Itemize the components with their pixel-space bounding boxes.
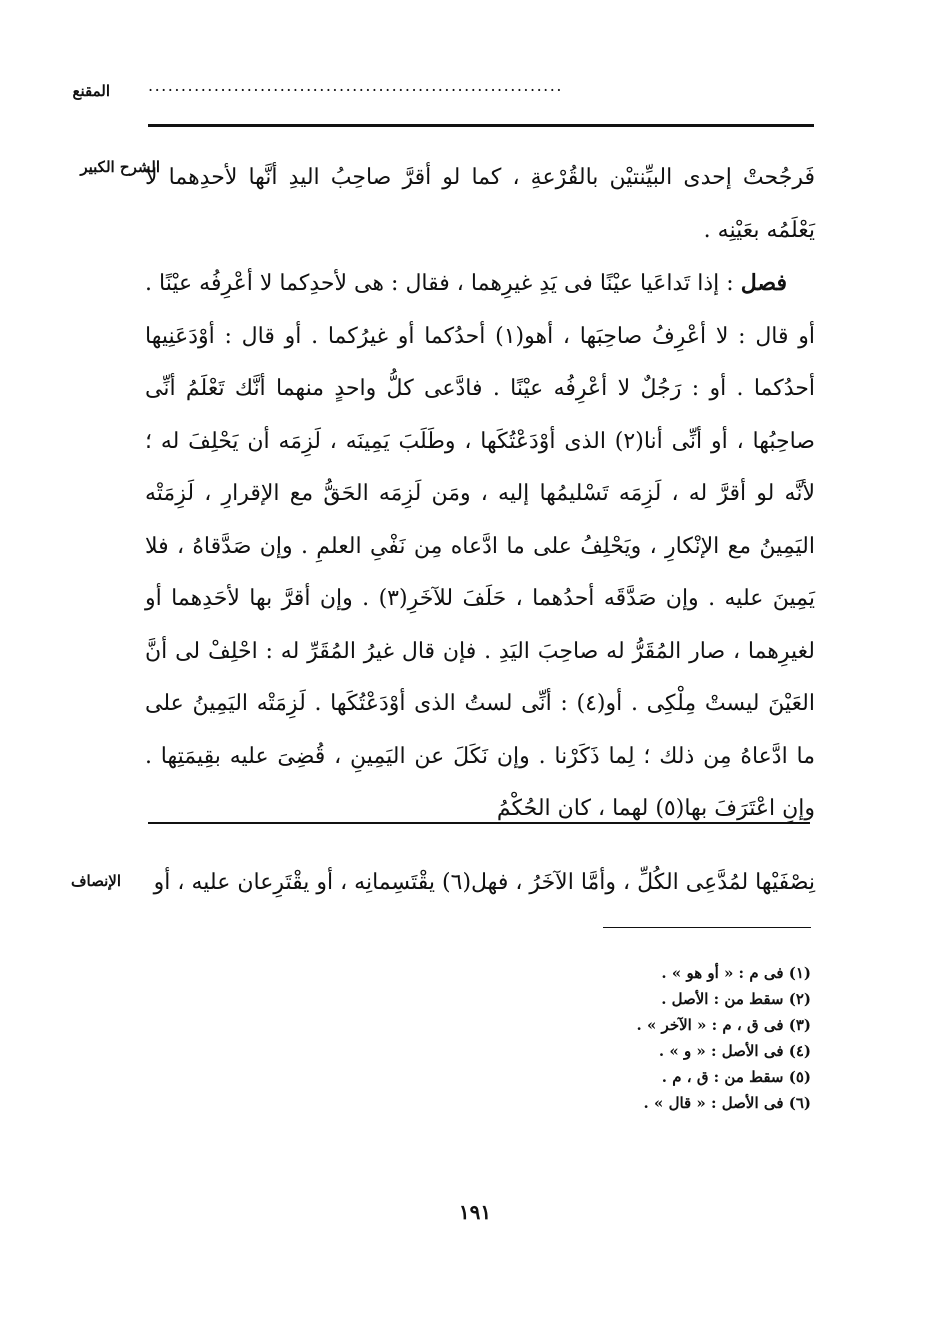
margin-label-sharh: الشرح الكبير [80, 158, 160, 176]
footnote: (٤) فى الأصل : « و » . [658, 1042, 811, 1060]
footnote: (٣) فى ق ، م : « الآخر » . [636, 1016, 811, 1034]
footnote: (٦) فى الأصل : « قال » . [643, 1094, 811, 1112]
section-divider [148, 822, 810, 824]
footnote: (١) فى م : « أو هو » . [661, 964, 811, 982]
page-number: ١٩١ [458, 1200, 492, 1224]
footnote: (٢) سقط من : الأصل . [661, 990, 811, 1008]
insaf-text: نِصْفَيْها لمُدَّعِى الكُلِّ ، وأمَّا الآخَرُ ، فهل(٦) يقْتَسِمانِه ، أو يقْتَرِعان عليه ، أو [153, 870, 815, 895]
paragraph-1: فَرجُحتْ إحدى البيِّنتيْن بالقُرْعةِ ، كما لو أقرَّ صاحِبُ اليدِ أنَّها لأحدِهما لا يَعْلَمُه بعَيْنِه . [145, 165, 815, 243]
section-heading: فصل [740, 270, 787, 296]
header-dotted-leader: ............................................................... [148, 76, 563, 95]
running-header-title: المقنع [72, 82, 110, 100]
footnote: (٥) سقط من : ق ، م . [661, 1068, 811, 1086]
paragraph-2-text: : إذا تَداعَيا عيْنًا فى يَدِ غيرِهما ، فقال : هى لأحدِكما لا أعْرِفُه عيْنًا . أو قال : لا أعْرِفُ صاحِبَها ، أهو(١) أحدُكما أو غيرُكما . أو قال : أوْدَعَنِيها أحدُكما . أو : رَجُلٌ لا أعْرِفُه عيْنًا . فادَّعى كلُّ واحدٍ منهما أنَّك تَعْلَمُ أنِّى صاحِبُها ، أو أنِّى أنا(٢) الذى أوْدَعْتُكَها ، وطَلَبَ يَمِينَه ، لَزِمَه أن يَحْلِفَ له ؛ لأنَّه لو أقرَّ له ، لَزِمَه تَسْليمُها إليه ، ومَن لَزِمَه الحَقُّ مع الإقرارِ ، لَزِمَتْه اليَمِينُ مع الإنْكارِ ، ويَحْلِفُ على ما ادَّعاه مِن نَفْىِ العلمِ . وإن صَدَّقاهُ ، فلا يَمِينَ عليه . وإن صَدَّقَه أحدُهما ، حَلَفَ للآخَرِ(٣) . وإن أقرَّ بها لأحَدِهما أو لغيرِهما ، صار المُقَرُّ له صاحِبَ اليَدِ . فإن قال غيرُ المُقَرِّ له : احْلِفْ لى أنَّ العَيْنَ ليستْ مِلْكِى . أو(٤) : أنِّى لستُ الذى أوْدَعْتُكَها . لَزِمَتْه اليَمِينُ على ما ادَّعاهُ مِن ذلك ؛ لِما ذَكَرْنا . وإن نَكَلَ عن اليَمِينِ ، قُضِىَ عليه بقِيمَتِها . وإنِ اعْتَرَفَ بها(٥) لهما ، كان الحُكْمُ [145, 271, 815, 821]
paragraph-2 [145, 257, 815, 836]
footnotes [391, 960, 811, 1116]
margin-label-insaf: الإنصاف [70, 872, 121, 890]
main-text [145, 152, 815, 836]
footnote-rule [603, 927, 811, 928]
header-rule [148, 124, 814, 127]
